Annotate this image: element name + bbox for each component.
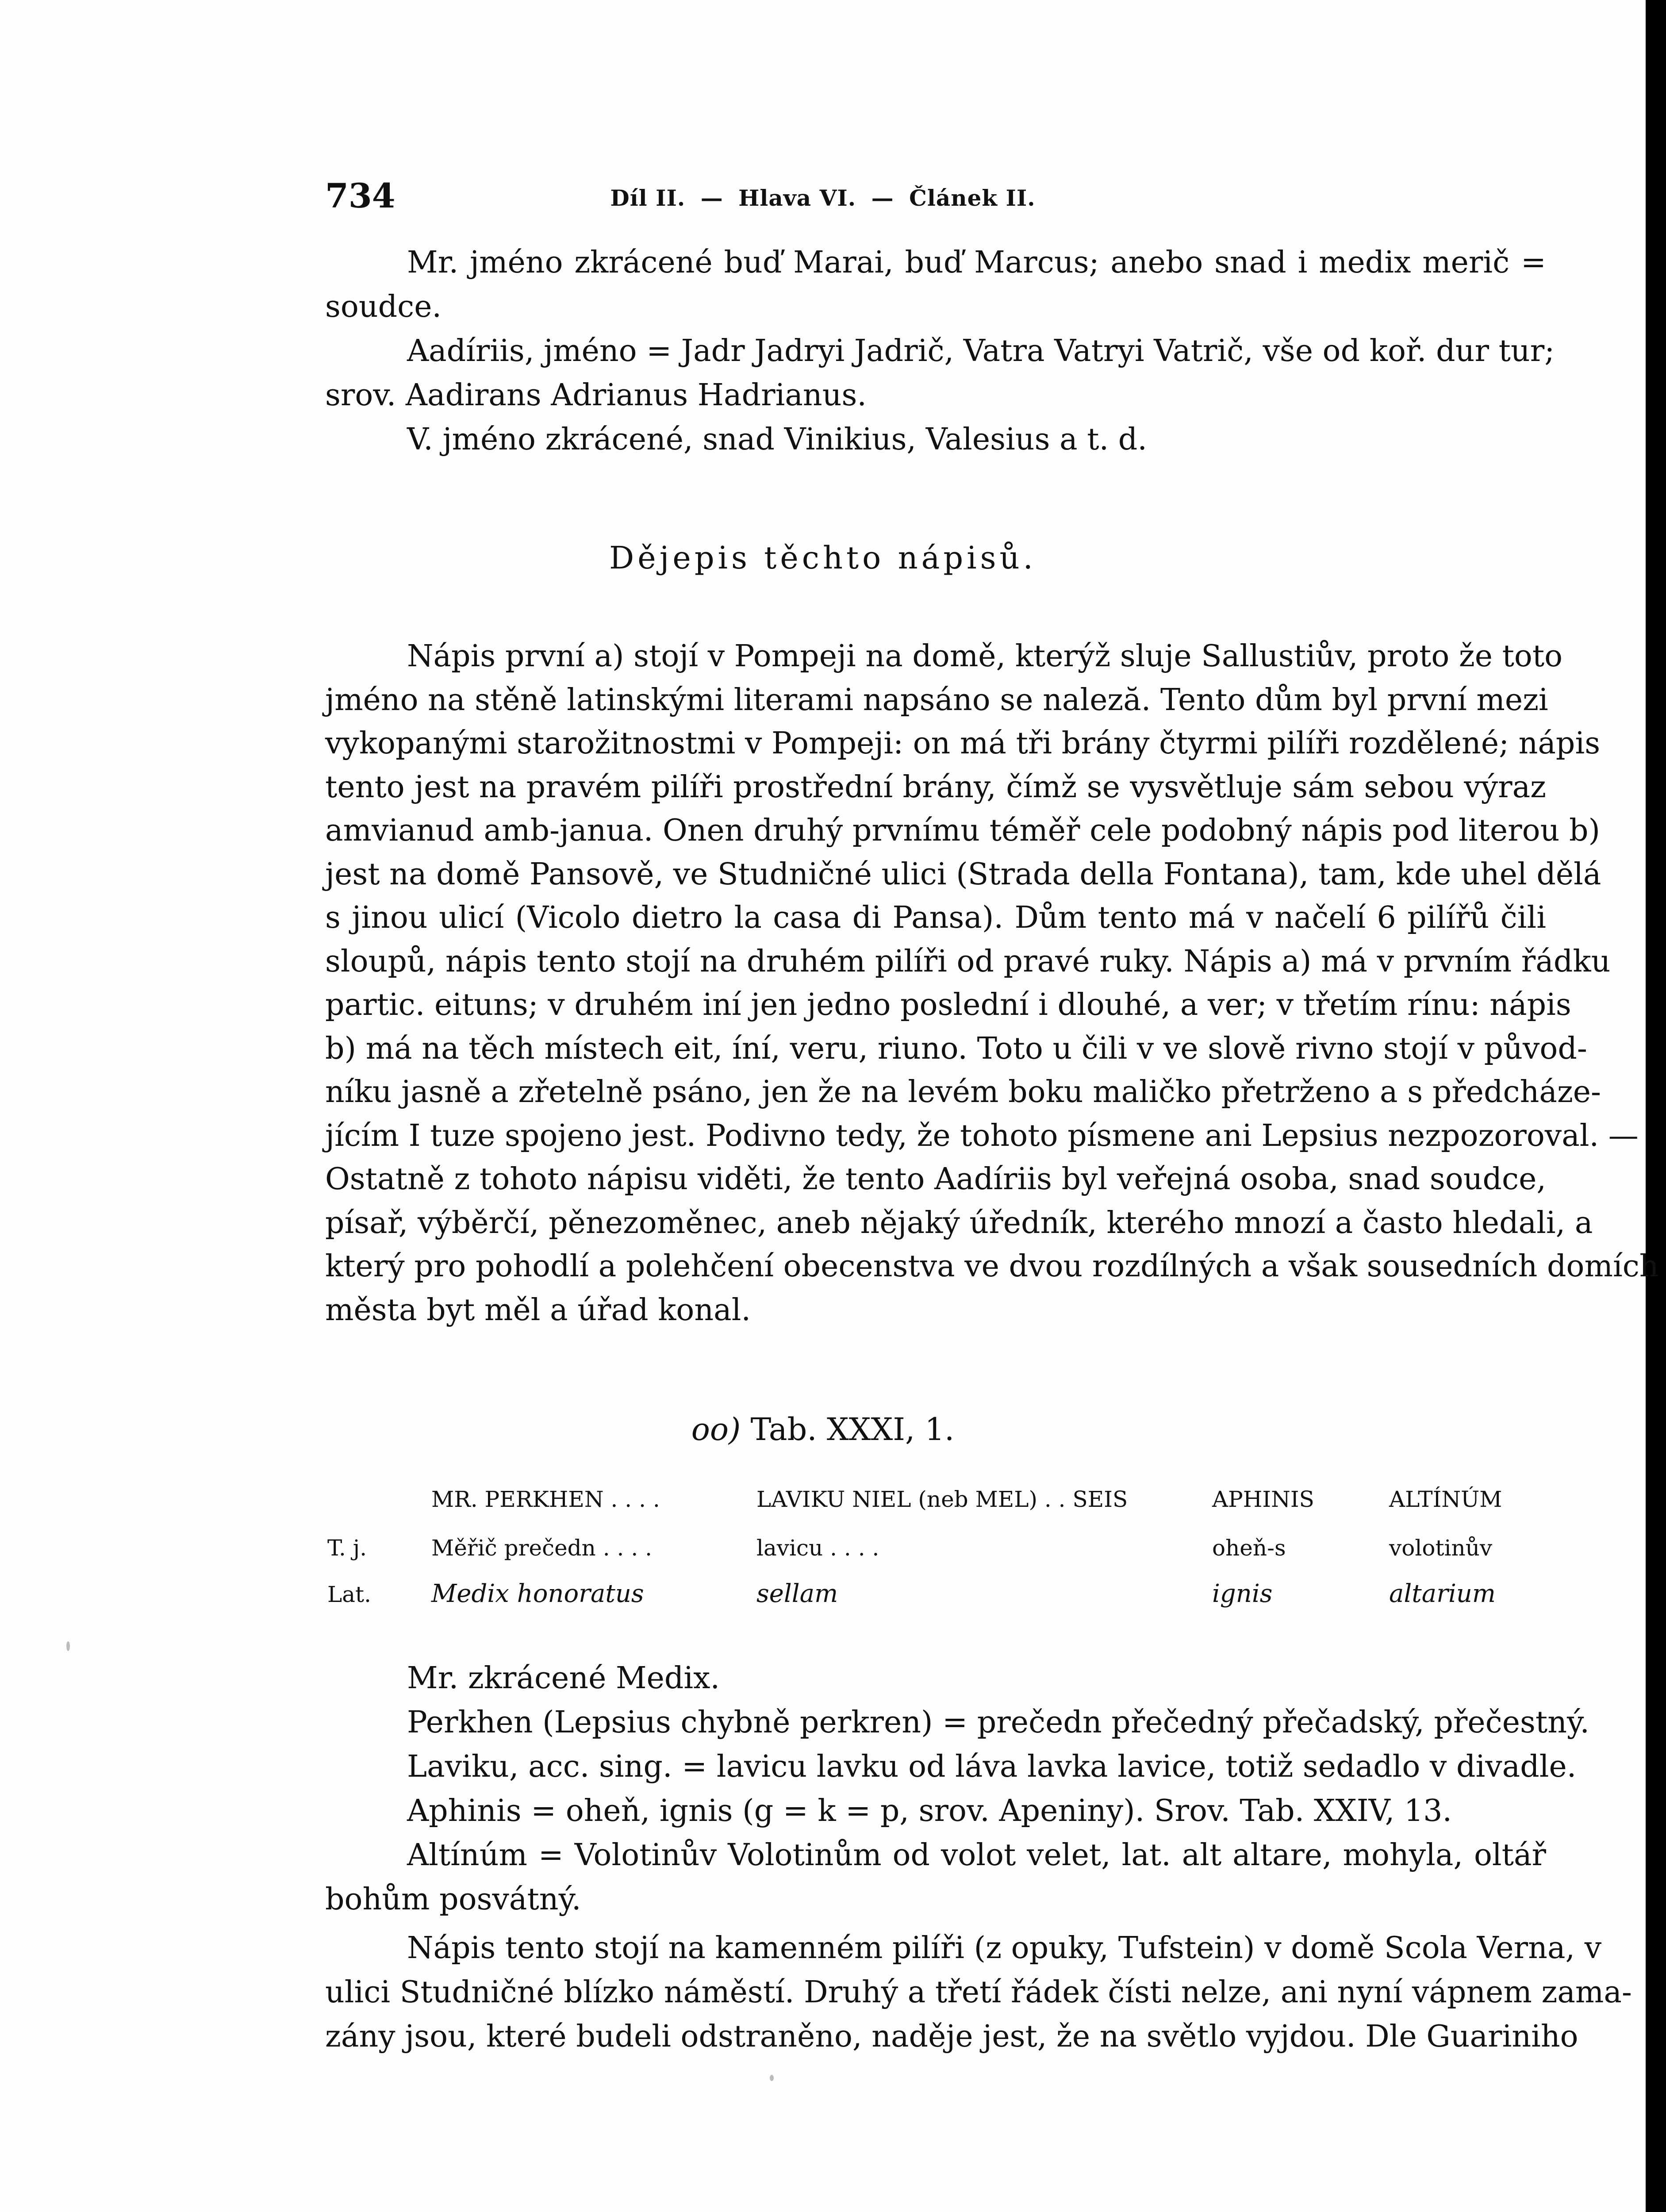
note-line: bohům posvátný. [325, 1882, 581, 1917]
running-head-part: Díl II. [610, 185, 686, 211]
running-head-part: Hlava VI. [738, 185, 856, 211]
text-line: amvianud amb-janua. Onen druhý prvnímu téměř cele podobný nápis pod literou b) [325, 813, 1601, 848]
inscription-cell: MR. PERKHEN . . . . [431, 1486, 660, 1512]
text-line: s jinou ulicí (Vicolo dietro la casa di Pansa). Dům tento má v načelí 6 pilířů čili [325, 900, 1546, 935]
inscription-cell: Medix honoratus [431, 1579, 644, 1608]
section-heading: Dějepis těchto nápisů. [609, 540, 1036, 576]
text-line: V. jméno zkrácené, snad Vinikius, Valesius a t. d. [407, 422, 1147, 457]
tab-heading [0, 1411, 1646, 1448]
text-line: sloupů, nápis tento stojí na druhém pilíři od pravé ruky. Nápis a) má v prvním řádku [325, 944, 1611, 979]
text-line: Nápis tento stojí na kamenném pilíři (z opuky, Tufstein) v domě Scola Verna, v [407, 1931, 1602, 1966]
note-line: Mr. zkrácené Medix. [407, 1661, 720, 1696]
inscription-cell: LAVIKU NIEL (neb MEL) . . SEIS [756, 1486, 1128, 1512]
note-line: Aphinis = oheň, ignis (g = k = p, srov. Apeniny). Srov. Tab. XXIV, 13. [407, 1793, 1452, 1828]
paper-speck [66, 1641, 70, 1651]
text-line: vykopanými starožitnostmi v Pompeji: on má tři brány čtyrmi pilíři rozdělené; nápis [325, 726, 1601, 761]
inscription-cell: volotinův [1389, 1535, 1493, 1561]
text-line: jest na domě Pansově, ve Studničné ulici (Strada della Fontana), tam, kde uhel dělá [325, 856, 1601, 892]
text-line: srov. Aadirans Adrianus Hadrianus. [325, 378, 867, 413]
running-head-part: — [700, 185, 723, 211]
inscription-cell: sellam [756, 1579, 838, 1608]
inscription-cell: ignis [1212, 1579, 1273, 1608]
note-line: Altínúm = Volotinův Volotinům od volot velet, lat. alt altare, mohyla, oltář [407, 1838, 1546, 1873]
text-line: města byt měl a úřad konal. [325, 1292, 751, 1328]
tab-heading-prefix: oo) [691, 1411, 741, 1448]
text-line: tento jest na pravém pilíři prostřední brány, čímž se vysvětluje sám sebou výraz [325, 769, 1546, 805]
note-line: Laviku, acc. sing. = lavicu lavku od láva lavka lavice, totiž sedadlo v divadle. [407, 1749, 1577, 1784]
row-label: T. j. [327, 1535, 367, 1561]
inscription-cell: ALTÍNÚM [1389, 1486, 1502, 1512]
text-line: partic. eituns; v druhém iní jen jedno poslední i dlouhé, a ver; v třetím rínu: nápis [325, 987, 1571, 1022]
paper-speck [770, 2075, 774, 2081]
inscription-cell: altarium [1389, 1579, 1496, 1608]
text-line: b) má na těch místech eit, íní, veru, riuno. Toto u čili v ve slově rivno stojí v původ- [325, 1031, 1587, 1066]
tab-heading-text: Tab. XXXI, 1. [750, 1411, 955, 1448]
inscription-cell: oheň-s [1212, 1535, 1286, 1561]
text-line: ulici Studničné blízko náměstí. Druhý a třetí řádek čísti nelze, ani nyní vápnem zama- [325, 1975, 1632, 2010]
text-line: Nápis první a) stojí v Pompeji na domě, kterýž sluje Sallustiův, proto že toto [407, 639, 1563, 674]
text-line: Ostatně z tohoto nápisu viděti, že tento Aadíriis byl veřejná osoba, snad soudce, [325, 1162, 1546, 1197]
row-label: Lat. [327, 1582, 371, 1607]
running-head [0, 185, 1646, 211]
text-line: soudce. [325, 289, 442, 324]
running-head-part: — [871, 185, 894, 211]
text-line: který pro pohodlí a polehčení obecenstva ve dvou rozdílných a však sousedních domích [325, 1249, 1659, 1284]
running-head-part: Článek II. [909, 185, 1036, 211]
note-line: Perkhen (Lepsius chybně perkren) = prečedn přečedný přečadský, přečestný. [407, 1705, 1590, 1740]
inscription-cell: APHINIS [1212, 1486, 1314, 1512]
text-line: jméno na stěně latinskými literami napsáno se naleză. Tento dům byl první mezi [325, 682, 1548, 718]
page-number: 734 [325, 176, 395, 215]
inscription-cell: Měřič prečedn . . . . [431, 1535, 653, 1561]
inscription-cell: lavicu . . . . [756, 1535, 879, 1561]
text-line: Aadíriis, jméno = Jadr Jadryi Jadrič, Vatra Vatryi Vatrič, vše od koř. dur tur; [407, 334, 1555, 369]
text-line: jícím I tuze spojeno jest. Podivno tedy, že tohoto písmene ani Lepsius nezpozoroval. — [325, 1118, 1639, 1153]
text-line: zány jsou, které budeli odstraněno, naděje jest, že na světlo vyjdou. Dle Guariniho [325, 2019, 1578, 2054]
text-line: níku jasně a zřetelně psáno, jen že na levém boku maličko přetrženo a s předcháze- [325, 1075, 1601, 1110]
text-line: písař, výběrčí, pěnezoměnec, aneb nějaký úředník, kterého mnozí a často hledali, a [325, 1205, 1593, 1240]
text-line: Mr. jméno zkrácené buď Marai, buď Marcus; anebo snad i medix merič = [407, 245, 1546, 280]
